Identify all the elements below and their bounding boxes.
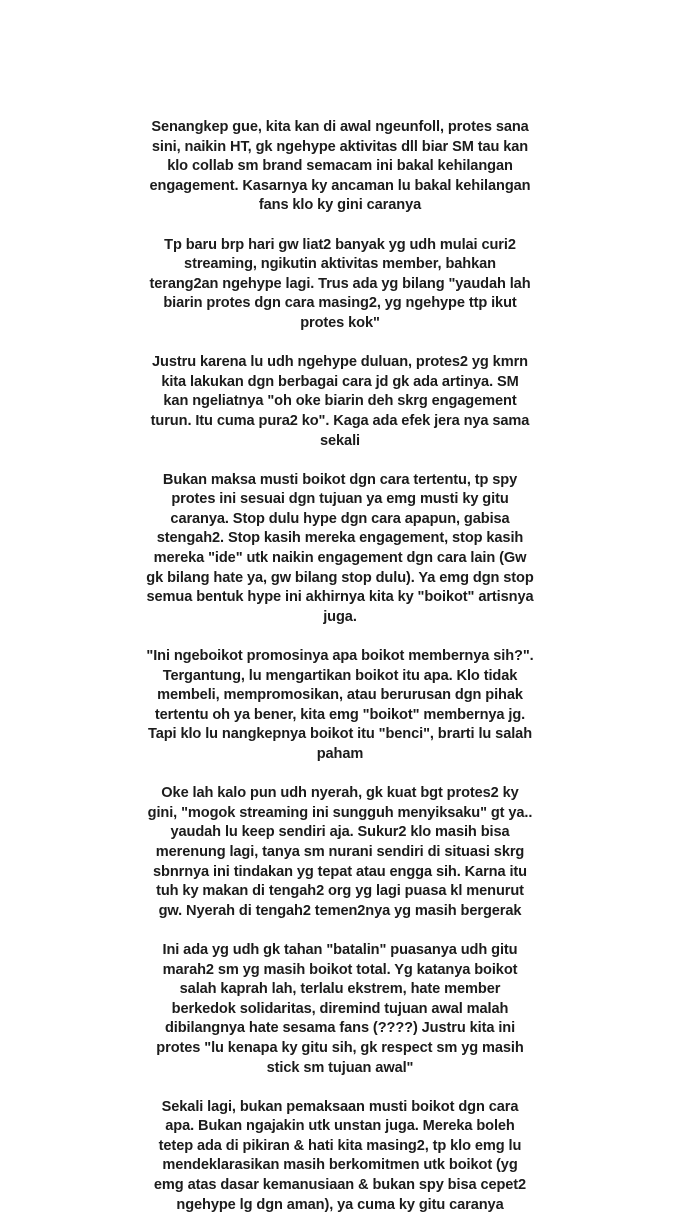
text-line: caranya. Stop dulu hype dgn cara apapun, gabisa: [170, 510, 510, 527]
paragraph-8: [145, 1098, 535, 1215]
text-line: apa. Bukan ngajakin utk unstan juga. Mereka boleh: [165, 1118, 515, 1135]
text-line: semua bentuk hype ini akhirnya kita ky "boikot" artisnya: [146, 589, 534, 606]
text-line: mendeklarasikan masih berkomitmen utk boikot (yg: [162, 1157, 518, 1174]
text-line: paham: [316, 746, 364, 762]
text-line: yaudah lu keep sendiri aja. Sukur2 klo masih bisa: [170, 824, 510, 841]
text-line: tuh ky makan di tengah2 org yg lagi puasa kl menurut: [156, 883, 524, 900]
text-line: protes "lu kenapa ky gitu sih, gk respect sm yg masih: [156, 1039, 524, 1056]
text-line: Senangkep gue, kita kan di awal ngeunfoll, protes sana: [151, 119, 529, 135]
text-line: streaming, ngikutin aktivitas member, bahkan: [184, 256, 496, 273]
text-line: klo collab sm brand semacam ini bakal kehilangan: [167, 158, 513, 175]
text-line: Tergantung, lu mengartikan boikot itu apa. Klo tidak: [162, 667, 518, 684]
text-line: merenung lagi, tanya sm nurani sendiri di situasi skrg: [155, 843, 525, 860]
text-line: Tapi klo lu nangkepnya boikot itu "benci", brarti lu salah: [147, 726, 533, 743]
text-line: kan ngeliatnya "oh oke biarin deh skrg engagement: [163, 393, 517, 410]
paragraph-2: [145, 236, 535, 334]
text-line: kita lakukan dgn berbagai cara jd gk ada artinya. SM: [161, 373, 519, 390]
text-line: gw. Nyerah di tengah2 temen2nya yg masih bergerak: [158, 902, 522, 919]
text-line: protes kok": [300, 314, 380, 331]
text-line: Tp baru brp hari gw liat2 banyak yg udh mulai curi2: [164, 236, 516, 253]
paragraph-6: [145, 784, 535, 921]
text-line: Oke lah kalo pun udh nyerah, gk kuat bgt protes2 ky: [161, 785, 519, 802]
paragraph-1: [145, 118, 535, 216]
text-line: sbnrnya ini tindakan yg tepat atau engga sih. Karna itu: [152, 863, 527, 880]
text-line: stick sm tujuan awal": [266, 1059, 414, 1076]
text-line: gini, "mogok streaming ini sungguh menyiksaku" gt ya..: [147, 804, 533, 821]
paragraph-4: [145, 471, 535, 628]
text-line: "Ini ngeboikot promosinya apa boikot membernya sih?".: [146, 648, 534, 665]
text-line: Sekali lagi, bukan pemaksaan musti boikot dgn cara: [161, 1098, 519, 1115]
text-line: protes ini sesuai dgn tujuan ya emg musti ky gitu: [171, 491, 509, 508]
text-line: Justru karena lu udh ngehype duluan, protes2 yg kmrn: [152, 354, 528, 371]
text-line: Ini ada yg udh gk tahan "batalin" puasanya udh gitu: [162, 941, 518, 958]
text-line: berkedok solidaritas, diremind tujuan awal malah: [171, 1000, 509, 1017]
text-line: membeli, mempromosikan, atau berurusan dgn pihak: [157, 687, 523, 704]
paragraph-3: [145, 353, 535, 451]
text-line: marah2 sm yg masih boikot total. Yg katanya boikot: [162, 961, 518, 978]
paragraph-5: [145, 647, 535, 765]
text-line: dibilangnya hate sesama fans (????) Justru kita ini: [164, 1020, 516, 1037]
text-line: Bukan maksa musti boikot dgn cara tertentu, tp spy: [162, 471, 518, 488]
paragraph-7: [145, 941, 535, 1078]
text-line: emg atas dasar kemanusiaan & bukan spy bisa cepet2: [153, 1177, 527, 1194]
text-line: mereka "ide" utk naikin engagement dgn cara lain (Gw: [153, 550, 527, 567]
text-line: terang2an ngehype lagi. Trus ada yg bilang "yaudah lah: [149, 275, 531, 292]
text-line: sekali: [320, 432, 360, 449]
text-line: turun. Itu cuma pura2 ko". Kaga ada efek jera nya sama: [150, 412, 530, 429]
text-line: fans klo ky gini caranya: [258, 197, 422, 214]
text-line: ngehype lg dgn aman), ya cuma ky gitu caranya: [176, 1196, 504, 1213]
text-line: salah kaprah lah, terlalu ekstrem, hate member: [179, 981, 501, 998]
note-text: [145, 118, 535, 1215]
text-line: tetep ada di pikiran & hati kita masing2, tp klo emg lu: [158, 1137, 522, 1154]
text-line: stengah2. Stop kasih mereka engagement, stop kasih: [156, 530, 524, 547]
text-line: sini, naikin HT, gk ngehype aktivitas dll biar SM tau kan: [151, 138, 529, 155]
text-line: biarin protes dgn cara masing2, yg ngehype ttp ikut: [163, 295, 517, 312]
text-line: tertentu oh ya bener, kita emg "boikot" membernya jg.: [154, 706, 526, 723]
text-line: engagement. Kasarnya ky ancaman lu bakal kehilangan: [149, 177, 531, 194]
text-line: juga.: [323, 608, 357, 625]
text-line: gk bilang hate ya, gw bilang stop dulu). Ya emg dgn stop: [146, 569, 534, 586]
